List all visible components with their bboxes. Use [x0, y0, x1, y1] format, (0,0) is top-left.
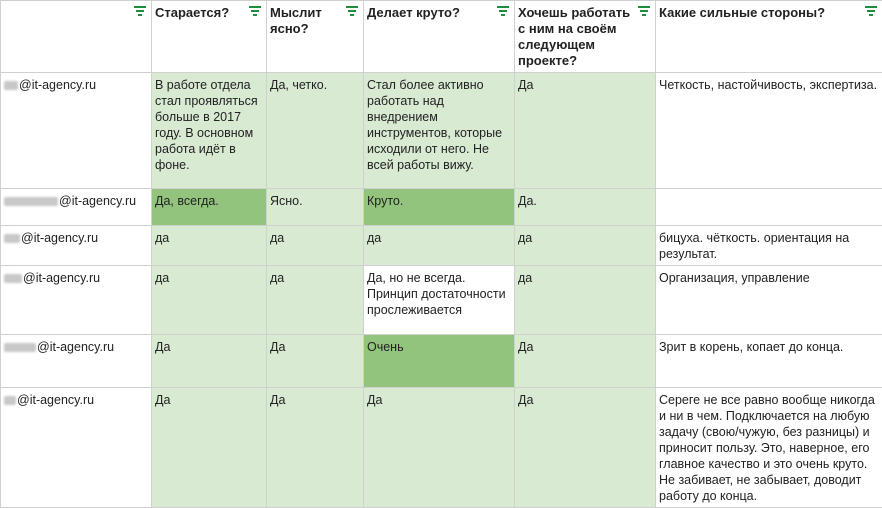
cell-strengths[interactable]: Зрит в корень, копает до конца. — [656, 335, 882, 388]
cell-strengths[interactable]: Сереге не все равно вообще никогда и ни в чем. Подключается на любую задачу (свою/чужую, без разницы) и приносит пользу. Это, наверное, его главное качество и это очень круто. Не забивает, не забывает, доводит работу до конца. — [656, 388, 882, 508]
email-domain: @it-agency.ru — [17, 393, 94, 407]
header-label: Делает круто? — [367, 5, 460, 20]
cell-strengths[interactable]: бицуха. чёткость. ориентация на результат. — [656, 226, 882, 266]
cell-tries[interactable]: Да — [152, 388, 267, 508]
cell-next-project[interactable]: Да — [515, 388, 656, 508]
cell-cool[interactable]: Стал более активно работать над внедрением инструментов, которые исходили от него. Не всей работы вижу. — [364, 73, 515, 189]
redacted-name — [4, 81, 18, 90]
redacted-name — [4, 396, 16, 405]
email-cell[interactable] — [1, 335, 152, 388]
cell-next-project[interactable]: Да — [515, 73, 656, 189]
header-label: Старается? — [155, 5, 229, 20]
cell-cool[interactable]: да — [364, 226, 515, 266]
cell-strengths[interactable] — [656, 189, 882, 226]
header-clear[interactable] — [267, 1, 364, 73]
redacted-name — [4, 343, 36, 352]
filter-icon[interactable] — [864, 6, 878, 16]
cell-cool[interactable]: Да, но не всегда. Принцип достаточности прослеживается — [364, 266, 515, 335]
cell-cool[interactable]: Круто. — [364, 189, 515, 226]
header-next-project[interactable] — [515, 1, 656, 73]
cell-strengths[interactable]: Организация, управление — [656, 266, 882, 335]
email-domain: @it-agency.ru — [23, 271, 100, 285]
cell-clear[interactable]: Да — [267, 388, 364, 508]
email-domain: @it-agency.ru — [19, 78, 96, 92]
redacted-name — [4, 274, 22, 283]
redacted-name — [4, 197, 58, 206]
cell-strengths[interactable]: Четкость, настойчивость, экспертиза. — [656, 73, 882, 189]
cell-clear[interactable]: да — [267, 226, 364, 266]
header-label: Хочешь работать с ним на своём следующем проекте? — [518, 5, 630, 68]
cell-tries[interactable]: В работе отдела стал проявляться больше в 2017 году. В основном работа идёт в фоне. — [152, 73, 267, 189]
cell-next-project[interactable]: Да — [515, 335, 656, 388]
cell-clear[interactable]: да — [267, 266, 364, 335]
cell-next-project[interactable]: Да. — [515, 189, 656, 226]
table-row — [1, 266, 882, 335]
table-row — [1, 73, 882, 189]
header-email[interactable] — [1, 1, 152, 73]
cell-clear[interactable]: Ясно. — [267, 189, 364, 226]
email-cell[interactable] — [1, 388, 152, 508]
cell-clear[interactable]: Да — [267, 335, 364, 388]
header-label: Какие сильные стороны? — [659, 5, 825, 20]
email-domain: @it-agency.ru — [21, 231, 98, 245]
redacted-name — [4, 234, 20, 243]
header-tries[interactable] — [152, 1, 267, 73]
email-cell[interactable] — [1, 226, 152, 266]
table-row — [1, 226, 882, 266]
table-row — [1, 189, 882, 226]
cell-cool[interactable]: Очень — [364, 335, 515, 388]
email-domain: @it-agency.ru — [59, 194, 136, 208]
header-strengths[interactable] — [656, 1, 882, 73]
cell-tries[interactable]: Да, всегда. — [152, 189, 267, 226]
email-cell[interactable] — [1, 73, 152, 189]
header-cool[interactable] — [364, 1, 515, 73]
cell-cool[interactable]: Да — [364, 388, 515, 508]
cell-next-project[interactable]: да — [515, 266, 656, 335]
cell-tries[interactable]: Да — [152, 335, 267, 388]
cell-next-project[interactable]: да — [515, 226, 656, 266]
cell-clear[interactable]: Да, четко. — [267, 73, 364, 189]
filter-icon[interactable] — [248, 6, 262, 16]
filter-icon[interactable] — [345, 6, 359, 16]
filter-icon[interactable] — [496, 6, 510, 16]
cell-tries[interactable]: да — [152, 266, 267, 335]
email-cell[interactable] — [1, 189, 152, 226]
cell-tries[interactable]: да — [152, 226, 267, 266]
table-row — [1, 335, 882, 388]
header-label: Мыслит ясно? — [270, 5, 322, 36]
email-domain: @it-agency.ru — [37, 340, 114, 354]
filter-icon[interactable] — [133, 6, 147, 16]
email-cell[interactable] — [1, 266, 152, 335]
table-row — [1, 388, 882, 508]
header-row — [1, 1, 882, 73]
filter-icon[interactable] — [637, 6, 651, 16]
